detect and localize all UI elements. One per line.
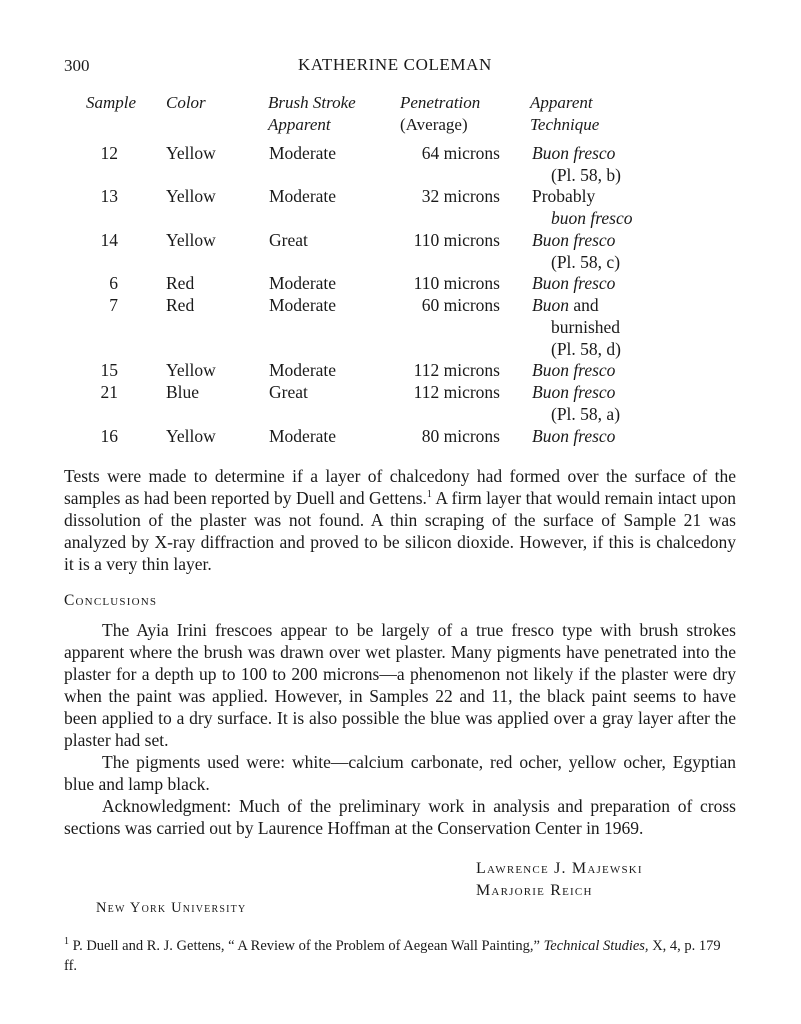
header-brush-2: Apparent — [268, 115, 331, 134]
table-cell-brush: Moderate — [269, 143, 337, 163]
table-cell-technique: Buon fresco — [532, 230, 616, 250]
table-cell-color: Yellow — [166, 143, 216, 163]
footnote-text-a: P. Duell and R. J. Gettens, “ A Review of the Problem of Aegean Wall Painting,” — [69, 938, 544, 954]
table-cell-color: Blue — [166, 382, 200, 402]
acknowledgment-paragraph: Acknowledgment: Much of the preliminary work in analysis and preparation of cross sections was carried out by Laurence Hoffman at the Conservation Center in 1969. — [64, 796, 736, 838]
table-cell-technique — [532, 294, 599, 316]
table-cell-brush: Moderate — [269, 273, 337, 293]
tests-text-a: Tests were made to determine if a layer of chalcedony had formed over the surface of the samples as had been reported by Duell and Gettens. — [64, 466, 736, 508]
header-color: Color — [166, 93, 206, 112]
table-cell-penetration: 110 microns — [413, 273, 500, 293]
footnote-text-b: X, 4, p. 179 ff. — [64, 938, 721, 974]
footnote-journal: Technical Studies, — [543, 938, 649, 954]
header-penetration-2: (Average) — [400, 115, 468, 134]
header-brush-1: Brush Stroke — [268, 93, 356, 112]
table-cell-technique: Buon fresco — [532, 143, 616, 163]
footnote — [64, 936, 736, 976]
tests-paragraph — [64, 465, 736, 575]
table-cell-sample: 13 — [100, 186, 118, 206]
author-signature-2: Marjorie Reich — [476, 882, 593, 899]
table-cell-sample: 6 — [109, 273, 118, 293]
table-cell-technique-2: (Pl. 58, a) — [551, 404, 621, 424]
table-cell-technique: Buon fresco — [532, 426, 616, 446]
table-cell-color: Yellow — [166, 360, 216, 380]
technique-buon: Buon — [532, 295, 569, 315]
table-cell-penetration: 32 microns — [421, 186, 500, 206]
table-cell-technique-2: (Pl. 58, c) — [551, 252, 621, 272]
table-cell-color: Yellow — [166, 230, 216, 250]
table-cell-technique: Buon fresco — [532, 360, 616, 380]
table-cell-sample: 21 — [100, 382, 118, 402]
header-technique-1: Apparent — [530, 93, 593, 112]
table-cell-penetration: 112 microns — [413, 382, 500, 402]
table-cell-brush: Moderate — [269, 295, 337, 315]
table-cell-sample: 16 — [100, 426, 118, 446]
table-cell-color: Yellow — [166, 426, 216, 446]
author-signature-1: Lawrence J. Majewski — [476, 860, 643, 877]
table-cell-brush: Great — [269, 382, 308, 402]
footnote-ref: 1 — [426, 489, 432, 501]
table-cell-penetration: 60 microns — [421, 295, 500, 315]
table-cell-brush: Moderate — [269, 360, 337, 380]
footnote-marker: 1 — [64, 936, 69, 948]
table-cell-brush: Moderate — [269, 426, 337, 446]
table-cell-technique: Probably — [532, 186, 596, 206]
table-cell-color: Yellow — [166, 186, 216, 206]
table-cell-sample: 15 — [100, 360, 118, 380]
running-head: KATHERINE COLEMAN — [298, 55, 492, 74]
table-cell-sample: 12 — [100, 143, 118, 163]
table-cell-sample: 14 — [100, 230, 118, 250]
table-cell-technique-2: (Pl. 58, b) — [551, 165, 621, 185]
table-cell-technique-2: buon fresco — [551, 208, 633, 228]
table-cell-color: Red — [166, 273, 195, 293]
section-title-conclusions: Conclusions — [64, 592, 158, 609]
header-sample: Sample — [86, 93, 137, 112]
page-number: 300 — [64, 56, 90, 75]
table-cell-technique: Buon fresco — [532, 382, 616, 402]
tests-text-b: A firm layer that would remain intact upon dissolution of the plaster was not found. A thin scraping of the surface of Sample 21 was analyzed by X-ray diffraction and proved to be silicon dioxide. However, if this is chalcedony it is a very thin layer. — [64, 488, 736, 574]
table-cell-penetration: 64 microns — [421, 143, 500, 163]
header-technique-2: Technique — [530, 115, 600, 134]
conclusions-paragraph-2: The pigments used were: white—calcium carbonate, red ocher, yellow ocher, Egyptian blue and lamp black. — [64, 752, 736, 794]
table-cell-technique-3: (Pl. 58, d) — [551, 339, 621, 359]
table-cell-technique: Buon fresco — [532, 273, 616, 293]
table-cell-penetration: 80 microns — [421, 426, 500, 446]
table-cell-sample: 7 — [109, 295, 118, 315]
table-cell-brush: Moderate — [269, 186, 337, 206]
table-cell-technique-2: burnished — [551, 317, 621, 337]
table-cell-color: Red — [166, 295, 195, 315]
affiliation: New York University — [96, 900, 247, 916]
conclusions-paragraph-1: The Ayia Irini frescoes appear to be largely of a true fresco type with brush strokes apparent where the brush was drawn over wet plaster. Many pigments have penetrated into the plaster for a depth up to 100 to 200 microns—a phenomenon not likely if the plaster were dry when the paint was applied. However, in Samples 22 and 11, the black paint seems to have been applied to a dry surface. It is also possible the blue was applied over a gray layer after the plaster had set. — [64, 620, 736, 750]
table-cell-penetration: 110 microns — [413, 230, 500, 250]
table-cell-brush: Great — [269, 230, 308, 250]
table-cell-penetration: 112 microns — [413, 360, 500, 380]
technique-and: and — [568, 295, 599, 315]
header-penetration-1: Penetration — [400, 93, 481, 112]
